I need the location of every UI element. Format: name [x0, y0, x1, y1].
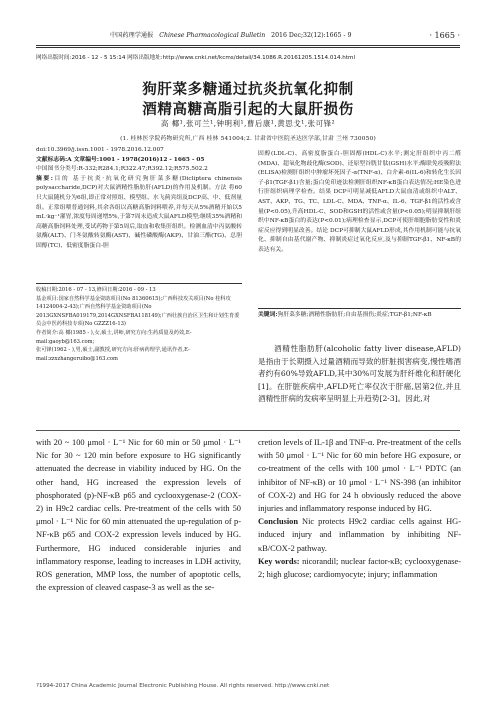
english-conclusion	[258, 515, 461, 555]
header-rule	[36, 45, 460, 46]
keywords-label: 关键词:	[258, 312, 278, 318]
funding-info: 基金项目:国家自然科学基金资助项目(No 81360615);广西科技攻关项目(No 桂科攻14124004-2-43);广西自然科学基金资助项目(No 2013GXNSFBA019179,2014GXNSFBA118149);广西壮族自治区卫生和计划生育委员会中医药科技专项(No GZZZ16-13)	[36, 295, 240, 328]
conclusion-text: Nic protects H9c2 cardiac cells against HG-induced injury and inflammation by inhibiting NF-κB/COX-2 pathway.	[258, 517, 461, 553]
abstract-text: 目的 基于抗炎·抗氧化研究狗肝菜多糖(Dicliptera chinensis polysaccharide,DCP)对大鼠酒精性脂肪肝(AFLD)的作用及机制。方法 将60只大鼠随机分为6组,即正常对照组、模型组、水飞蓟宾组及DCP高、中、低剂量组。正常组喂普通饲料,其余各组以高糖高脂饲料喂养,并每天从5%酒精开始以5 mL·kg⁻¹灌胃,浓度每周递增5%,于第7周末造成大鼠AFLD模型;继续35%酒精和高糖高脂饲料处理,受试药物于第5周后,取血和收集肝组织。检测血清中丙氨酸转氨酶(ALT)、门冬氨酸转氨酶(AST)、碱性磷酸酶(AKP)、甘油三酯(TG)、总胆固醇(TC)、低密度脂蛋白-胆	[36, 175, 242, 249]
abstract-column-left	[36, 146, 242, 252]
section-divider	[36, 430, 460, 431]
english-keywords-label: Key words:	[258, 556, 300, 566]
page-number: · 1665 ·	[429, 31, 460, 40]
keywords-rule	[258, 308, 461, 309]
abstract-column-right	[258, 150, 461, 256]
doi: doi:10.3969/j.issn.1001 - 1978.2016.12.007	[36, 147, 164, 153]
footnote	[36, 286, 242, 363]
article-title-line-1: 狗肝菜多糖通过抗炎抗氧化抑制	[142, 82, 354, 98]
abstract-label: 摘要:	[36, 175, 53, 182]
journal-issue: 2016 Dec;32(12):1665 - 9	[271, 32, 352, 39]
english-abstract-results: cretion levels of IL-1β and TNF-α. Pre-treatment of the cells with 50 μmol · L⁻¹ Nic for 60 min before HG exposure, or co-treatment of the cells with 100 μmol · L⁻¹ PDTC (an inhibitor of NF-κB) or 10 μmol · L⁻¹ NS-398 (an inhibitor of COX-2) and HG for 24 h obviously reduced the above injuries and inflammatory response induced by HG.	[258, 438, 461, 514]
copyright-footer: ?1994-2017 China Academic Journal Electronic Publishing House. All rights reserved. http://www.cnki.net	[36, 683, 330, 689]
english-abstract-text: with 20 ~ 100 μmol · L⁻¹ Nic for 60 min or 50 μmol · L⁻¹ Nic for 30 ~ 120 min before exposure to HG significantly attenuated the decrease in viability induced by HG. On the other hand, HG increased the expression levels of phosphorated (p)-NF-κB p65 and cyclooxygenase-2 (COX-2) in H9c2 cardiac cells. Pre-treatment of the cells with 50 μmol · L⁻¹ Nic for 60 min attenuated the up-regulation of p-NF-κB p65 and COX-2 expression levels induced by HG. Furthermore, HG induced considerable injuries and inflammatory response, leading to increases in LDH activity, ROS generation, MMP loss, the number of apoptotic cells, the expression of cleaved caspase-3 as well as the se-	[36, 438, 241, 593]
affiliation: (1. 桂林医学院药物研究所,广西 桂林 541004;2. 甘肃省中医院圣达医学部,甘肃 兰州 730050)	[120, 136, 376, 142]
author-bio-2: 张可锋(1962 - ),男,硕士,副教授,研究方向:肝病药理学,通讯作者,E-mail:zzxzhangeruibo@163.com	[36, 347, 190, 362]
introduction-paragraph: 酒精性脂肪肝(alcoholic fatty liver disease,AFLD)是指由于长期摄入过量酒精而导致的肝脏损害病变,慢性嗜酒者约有60%导致AFLD,其中30%可发展为肝纤维化和肝硬化[1]。在肝脏疾病中,AFLD死亡率仅次于肝癌,居第2位,并且酒精性肝病的发病率呈明显上升趋势[2-3]。因此,对	[258, 344, 461, 403]
author-bio: 作者简介:高 椰(1985 - ),女,硕士,讲师,研究方向:生药质量及药效,E-mail:gaoyb@163.com;	[36, 329, 192, 345]
running-header	[36, 28, 460, 44]
online-publication-line: 网络出版时间:2016 - 12 - 5 15:14 网络出版地址:http://www.cnki.net/kcms/detail/34.1086.R.20161205.1514.014.html	[36, 55, 356, 61]
article-title-line-2: 酒精高糖高脂引起的大鼠肝损伤	[142, 102, 354, 118]
header-rule-thin	[36, 47, 460, 48]
journal-name-en: Chinese Pharmacological Bulletin	[159, 32, 266, 39]
journal-name-cn: 中国药理学通报	[110, 32, 154, 39]
english-keywords-text: nicorandil; nuclear factor-κB; cyclooxygenase-2; high glucose; cardiomyocyte; injury; inflammation	[258, 556, 462, 580]
keywords-cn	[258, 311, 461, 321]
english-keywords	[258, 555, 461, 581]
abstract-cn	[36, 175, 242, 252]
footnote-rule	[36, 283, 242, 284]
conclusion-label: Conclusion	[258, 517, 299, 527]
document-code: 文献标志码:A 文章编号:1001 - 1978(2016)12 - 1665 - 05	[36, 156, 205, 163]
abstract-continued: 固醇(LDL-C)、高密度脂蛋白-胆固醇(HDL-C)水平;测定肝组织中丙二醛(MDA)、超氧化物歧化酶(SOD)、还原型谷胱甘肽(GSH)水平;酶联免疫吸附法(ELISA)检测肝组织中肿瘤坏死因子-α(TNF-α)、白介素-6(IL-6)和转化生长因子-β1(TGF-β1)含量;蛋白免印迹法检测肝组织NF-κB蛋白表达情况;HE染色进行肝组织病理学检查。结果 DCP可明显减低AFLD大鼠血清或组织中ALT、AST、AKP、TG、TC、LDL-C、MDA、TNF-α、IL-6、TGF-β1的活性或含量(P<0.05),升高HDL-C、SOD和GSH的活性或含量(P<0.05);明显抑制肝组织中NF-κB蛋白的表达(P<0.01);病理检查显示,DCP可使肝细胞脂肪变性和炎症反应得到明显改善。结论 DCP可抑制大鼠AFLD形成,其作用机制可能与抗氧化、抑制自由基代谢产物、抑制炎症过氧化反应,及与抑制TGF-β1、NF-κB的表达有关。	[258, 151, 461, 253]
english-abstract-right	[258, 436, 461, 581]
introduction	[258, 343, 461, 406]
classification-number: 中国图书分类号:R-332;R284.1;R322.47;R392.12;R575.502.2	[36, 166, 208, 173]
received-date: 收稿日期:2016 - 07 - 13,修回日期:2016 - 09 - 13	[36, 287, 156, 293]
english-abstract-left	[36, 436, 241, 594]
author-list: 高 椰¹,张可兰¹,钟明利¹,曹后康¹,黄思戈¹,张可锋²	[160, 119, 336, 128]
keywords-text: 狗肝菜多糖;酒精性脂肪肝;自由基损伤;炎症;TGF-β1;NF-κB	[277, 312, 432, 318]
